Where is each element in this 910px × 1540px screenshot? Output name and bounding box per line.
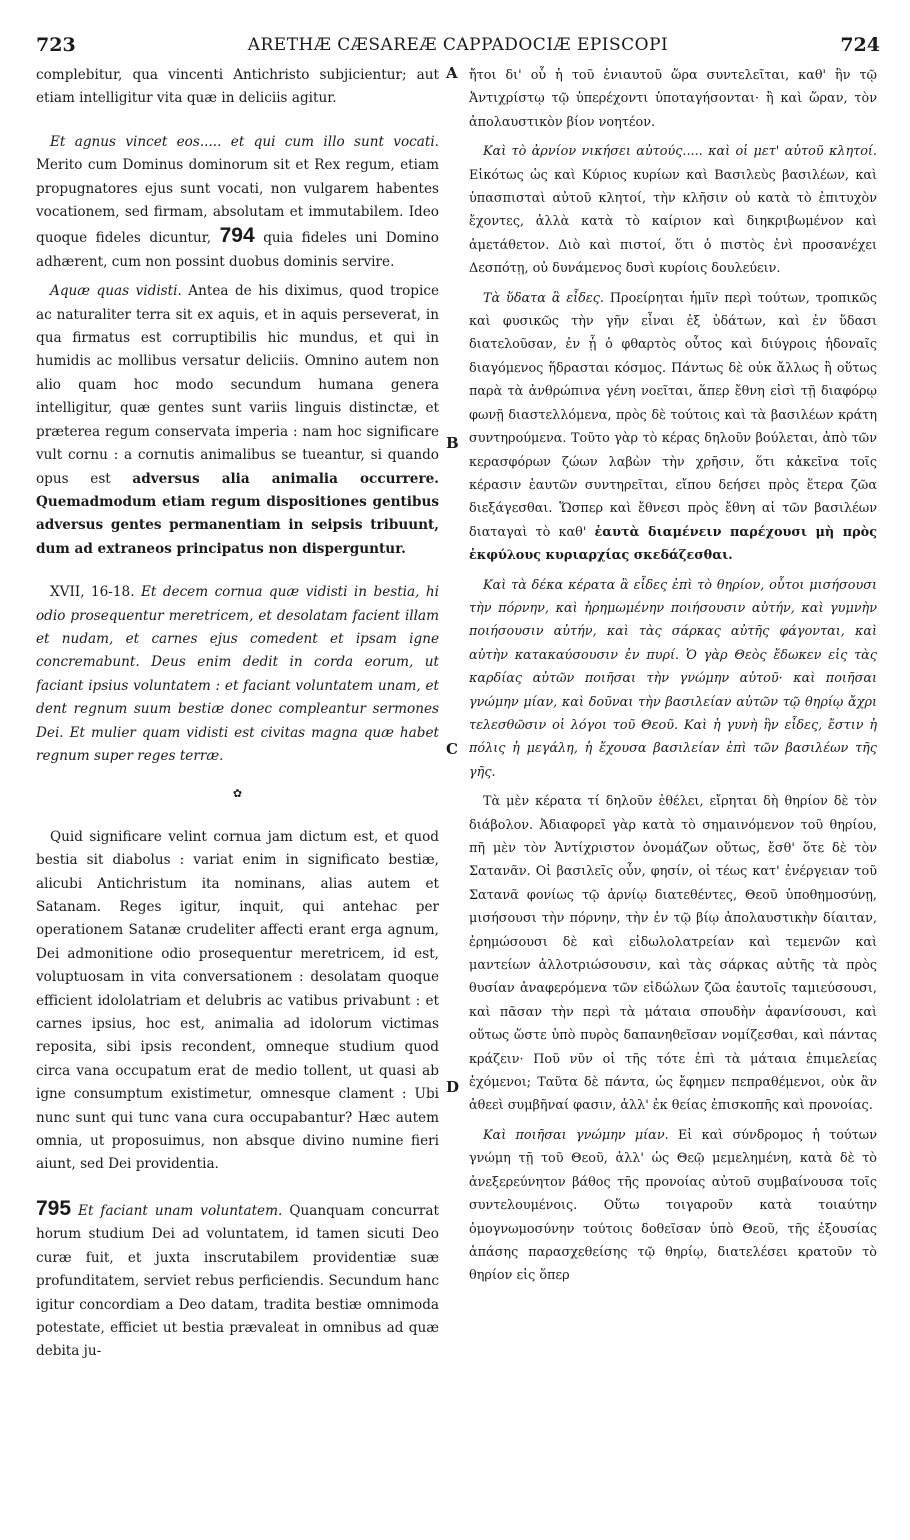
page-number-left: 723 <box>36 34 76 56</box>
margin-letter-a: A <box>446 64 458 82</box>
ornament-mark: ✿ <box>232 787 243 801</box>
margin-letter-d: D <box>446 1078 460 1096</box>
greek-paragraph <box>469 287 877 568</box>
latin-column <box>36 64 439 1524</box>
lemma: Et faciant unam voluntatem. <box>71 1202 283 1219</box>
greek-paragraph: ἤτοι δι' οὗ ἡ τοῦ ἐνιαυτοῦ ὥρα συντελεῖται, καθ' ἣν τῷ Ἀντιχρίστῳ τῷ ὑπερέχοντι ὑποταγήσονται· ἢ καὶ ὥραν, τὸν ἀπολαυστικὸν βίον νοητέον. <box>469 68 877 130</box>
greek-text: Εἰ καὶ σύνδρομος ἡ τούτων γνώμη τῇ τοῦ Θεοῦ, ἀλλ' ὡς Θεῷ μεμελημένη, κατὰ δὲ τὸ ἀνεξερεύνητον βάθος τῆς προνοίας αὐτοῦ συμβαίνουσα τοῖς συντελουμένοις. Οὕτω τοιγαροῦν κατὰ τοιαύτην ὁμογνωμοσύνην τούτοις δοθεῖσαν ὑπὸ Θεοῦ, τῆς ἐξουσίας ἁπάσης παρασχεθείσης τῷ θηρίῳ, διατελέσει κρατοῦν τὸ θηρίον εἰς ὅπερ <box>469 1127 877 1284</box>
greek-paragraph: Τὰ μὲν κέρατα τί δηλοῦν ἐθέλει, εἴρηται δὴ θηρίον δὲ τὸν διάβολον. Ἀδιαφορεῖ γὰρ κατὰ τὸ σημαινόμενον τοῦ θηρίου, πῆ μὲν τὸν Ἀντίχριστον ὀνομάζων οὕτως, ἔσθ' ὅτε δὲ τὸν Σατανᾶν. Οἱ βασιλεῖς οὖν, φησίν, οἱ τέως κατ' ἐνέργειαν τοῦ Σατανᾶ φονίως τῷ ἀρνίῳ διατεθέντες, Θεοῦ ὑποθημοσύνῃ, μισήσουσι τὴν πόρνην, τὴν ἐν τῷ βίῳ ἀπολαυστικὴν δίαιταν, ἐρημώσουσι δὲ καὶ εἰδωλολατρείαν καὶ τεμενῶν καὶ μαντείων ἀλλοτριώσουσιν, καὶ τὰς σάρκας αὐτῆς τὰ πρὸς θυσίαν ἀναφερόμενα τῶν εἰδώλων ζῶα ἑαυτοῖς ταμιεύσουσι, καὶ πᾶσαν τὴν περὶ τὰ μάταια σπουδὴν ἀφανίσουσι, καὶ οὕτως ὥστε ὑπὸ πυρὸς δαπανηθεῖσαν νομίζεσθαι, καὶ πάντας κράζειν· Ποῦ νῦν οἱ τῆς τότε ἐπὶ τὰ μάταια ἐπιμελείας ἐχόμενοι; Ταῦτα δὲ πάντα, ὡς ἔφημεν πεπραθέμενοι, οὐκ ἂν ἀθεεὶ συμβῆναί φασιν, ἀλλ' ἐκ θείας ἐπισκοπῆς καὶ προνοίας. <box>469 794 877 1114</box>
greek-text: Εἰκότως ὡς καὶ Κύριος κυρίων καὶ Βασιλεὺς βασιλέων, καὶ ὑπασπισταὶ αὐτοῦ κλητοί, τὴν κλῆσιν οὐ κατὰ τὸ ἐπιτυχὸν ἔχοντες, ἀλλὰ κατὰ τὸ καίριον καὶ διηκριβωμένον καὶ ἀμετάθετον. Διὸ καὶ πιστοί, ὅτι ὁ πιστὸς ἑνὶ προσανέχει Δεσπότῃ, οὐ δυνάμενος δυσὶ κυρίοις δουλεύειν. <box>469 167 877 277</box>
latin-text-bold: adversus alia animalia occurrere. Quemadmodum etiam regum dispositiones gentibus adversus gentes permanentiam in seipsis tribuunt, dum ad extraneos principatus non disperguntur. <box>36 470 439 557</box>
scripture-passage <box>36 581 439 768</box>
latin-paragraph <box>36 131 439 274</box>
page-number-right: 724 <box>840 34 880 56</box>
scripture-text: Et decem cornua quæ vidisti in bestia, hi odio prosequentur meretricem, et desolatam facient illam et nudam, et carnes ejus comedent et ipsam igne concremabunt. Deus enim dedit in corda eorum, ut faciant ipsius voluntatem : et faciant voluntatem unam, et dent regnum suum bestiæ donec compleantur sermones Dei. Et mulier quam vidisti est civitas magna quæ habet regnum super reges terræ. <box>36 584 439 764</box>
running-header <box>36 34 880 60</box>
greek-text-bold: ἑαυτὰ διαμένειν παρέχουσι μὴ πρὸς ἐκφύλους κυριαρχίας σκεδάζεσθαι. <box>469 524 877 564</box>
lemma: Aquæ quas vidisti. <box>50 283 182 300</box>
greek-text: Προείρηται ἡμῖν περὶ τούτων, τροπικῶς καὶ φυσικῶς τὴν γῆν εἶναι ἐξ ὑδάτων, καὶ ἐν ὕδασι διατελοῦσαν, ἐν ᾗ ὁ φθαρτὸς οὗτος καὶ διύγροις ἡδοναῖς διαγόμενος ἥδρασται κόσμος. Πάντως δὲ οὐκ ἄλλως ἢ οὕτως παρὰ τὰ ἀνθρώπινα γένη νοεῖται, ἅπερ ἔθνη εἰσὶ τῇ διαφόρῳ φωνῇ διαστελλόμενα, πρὸς δὲ τούτοις καὶ τὰ βασιλέων κράτη συντηρούμενα. Τοῦτο γὰρ τὸ κέρας δηλοῦν βούλεται, ἀπὸ τῶν κερασφόρων ζώων λαβὼν τὴν χρῆσιν, ὅτι κἀκεῖνα τοῖς κέρασιν ἑαυτῶν συντηρεῖται, εἴπου δεήσει πρὸς ἕτερα ζῶα διεξάγεσθαι. Ὥσπερ καὶ ἔθνεσι πρὸς ἔθνη αἱ τῶν βασιλέων διαταγαὶ τὸ καθ' <box>469 290 877 540</box>
running-title: ARETHÆ CÆSAREÆ CAPPADOCIÆ EPISCOPI <box>247 35 669 55</box>
column-divider <box>454 64 455 1524</box>
margin-letter-c: C <box>446 740 458 758</box>
scripture-ref: XVII, 16-18. <box>50 584 135 601</box>
latin-text: Merito cum Dominus dominorum sit et Rex regum, etiam propugnatores ejus sunt vocati, non vulgarem habentes vocationem, sed firmam, absolutam et immutabilem. Ideo quoque fideles dicuntur, <box>36 157 439 247</box>
greek-column <box>469 64 877 1524</box>
column-number: 795 <box>36 1196 72 1220</box>
lemma: Τὰ ὕδατα ἃ εἶδες. <box>483 290 604 306</box>
latin-text: Quanquam concurrat horum studium Dei ad voluntatem, id tamen sicuti Deo curæ fuit, et juxta inscrutabilem providentiæ suæ profunditatem, serviet rebus perficiendis. Secundum hanc igitur concordiam a Deo datam, tradita bestiæ omnimoda potestate, efficiet ut bestia prævaleat in omnibus ad quæ debita ju- <box>36 1202 439 1360</box>
lemma: Καὶ ποιῆσαι γνώμην μίαν. <box>483 1127 669 1143</box>
latin-paragraph <box>36 280 439 561</box>
margin-letter-b: B <box>446 434 459 452</box>
greek-paragraph <box>469 140 877 280</box>
latin-text: quia fideles uni Domino adhærent, cum non possint duobus dominis servire. <box>36 230 439 270</box>
latin-text: Antea de his diximus, quod tropice ac naturaliter terra sit ex aquis, et in aquis perseverat, in qua firmatus est corruptibilis hic mundus, et qui in humidis ac mollibus versatur deliciis. Omnino autem non alio quam hoc modo secundum humana genera intelligitur, quæ gentes sunt variis linguis distinctæ, et præterea regum conservata imperia : nam hoc significare vult cornu : a cornutis animalibus se tueantur, si quando opus est <box>36 283 439 487</box>
latin-paragraph: complebitur, qua vincenti Antichristo subjicientur; aut etiam intelligitur vita quæ in deliciis agitur. <box>36 67 439 107</box>
lemma: Καὶ τὸ ἀρνίον νικήσει αὐτούς..... καὶ οἱ μετ' αὐτοῦ κλητοί. <box>483 144 877 160</box>
scripture-passage: Καὶ τὰ δέκα κέρατα ἃ εἶδες ἐπὶ τὸ θηρίον, οὗτοι μισήσουσι τὴν πόρνην, καὶ ἠρημωμένην ποιήσουσιν αὐτήν, καὶ γυμνὴν ποιήσουσιν αὐτήν, καὶ τὰς σάρκας αὐτῆς φάγονται, καὶ αὐτὴν κατακαύσουσιν ἐν πυρί. Ὁ γὰρ Θεὸς ἔδωκεν εἰς τὰς καρδίας αὐτῶν ποιῆσαι τὴν γνώμην αὐτοῦ· καὶ ποιῆσαι γνώμην μίαν, καὶ δοῦναι τὴν βασιλείαν αὐτῶν τῷ θηρίῳ ἄχρι τελεσθῶσιν οἱ λόγοι τοῦ Θεοῦ. Καὶ ἡ γυνὴ ἣν εἶδες, ἔστιν ἡ πόλις ἡ μεγάλη, ἡ ἔχουσα βασιλείαν ἐπὶ τῶν βασιλέων τῆς γῆς. <box>469 577 877 780</box>
latin-paragraph: Quid significare velint cornua jam dictum est, et quod bestia sit diabolus : variat enim in significato bestiæ, alicubi Antichristum ita nominans, alias autem et Satanam. Reges igitur, inquit, qui antehac per operationem Satanæ crudeliter affecti erant erga agnum, Dei admonitione odio prosequentur meretricem, id est, voluptuosam in vita conversationem : desolatam quoque efficient idololatriam et delubris ac vatibus privabunt : et carnes ipsius, hoc est, animalia ad idolorum victimas reposita, sibi ipsis recondent, omneque studium quod circa vana occupatum erat de medio tollent, ut quasi ab igne consumptum existimetur, omnesque clament : Ubi nunc sunt qui tunc vana cura occupabantur? Hæc autem omnia, ut proposuimus, non absque divino numine fieri aiunt, sed Dei providentia. <box>36 828 439 1173</box>
greek-paragraph <box>469 1124 877 1288</box>
column-number: 794 <box>219 224 255 248</box>
latin-paragraph <box>36 1197 439 1364</box>
lemma: Et agnus vincet eos..... et qui cum illo sunt vocati. <box>50 133 439 150</box>
